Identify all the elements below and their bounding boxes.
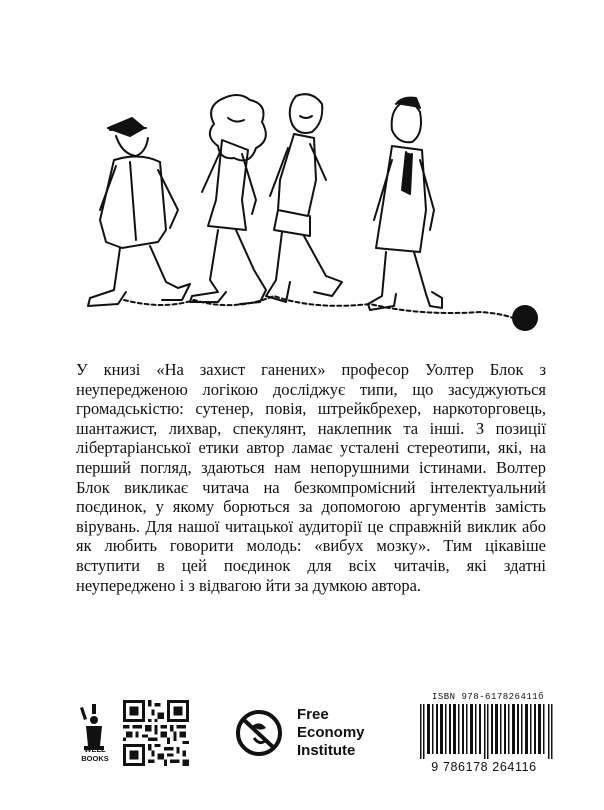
publisher-name [72, 745, 118, 763]
cover-illustration [70, 70, 550, 340]
isbn-digits: 9 786178 264116 [431, 760, 537, 774]
figure-bald-man [266, 94, 342, 302]
figure-curly-hair-woman [190, 95, 266, 304]
qr-code [123, 700, 189, 766]
figure-man-in-hat [88, 118, 190, 306]
institute-name-line2: Economy [297, 724, 365, 741]
institute-name-line3: Institute [297, 742, 356, 759]
institute-name-line1: Free [297, 706, 329, 723]
back-cover-blurb: У книзі «На захист ганених» професор Уолтер Блок з неупередженою логікою досліджує типи, що засуджуються громадськістю: сутенер, повія, штрейкбрехер, наркоторговець, шантажист, лихвар, спекулянт, наклепник та інші. З позиції лібертаріанської етики автор ламає усталені стереотипи, які, на перший погляд, здаються нам непорушними істинами. Волтер Блок викликає читача на безкомпромісний інтелектуальний поєдинок, у якому борються за допомогою аргументів замість вірувань. Для нашої читацької аудиторії це справжній виклик або як любить говорити молодь: «вибух мозку». Тим цікавіше вступити в цей поєдинок для всіх читачів, які здатні неупереджено і з відвагою йти за думкою автора. [76, 360, 546, 595]
ball-and-chain [512, 305, 538, 331]
free-economy-institute-logo [234, 706, 284, 760]
isbn-label: ISBN 978-617826411б [431, 692, 545, 702]
publisher-name-line1: WELL [84, 745, 106, 754]
isbn-barcode [420, 704, 554, 759]
publisher-name-line2: BOOKS [81, 754, 109, 763]
figure-man-in-suit [368, 98, 442, 310]
chain [124, 296, 520, 322]
institute-name [297, 706, 365, 760]
